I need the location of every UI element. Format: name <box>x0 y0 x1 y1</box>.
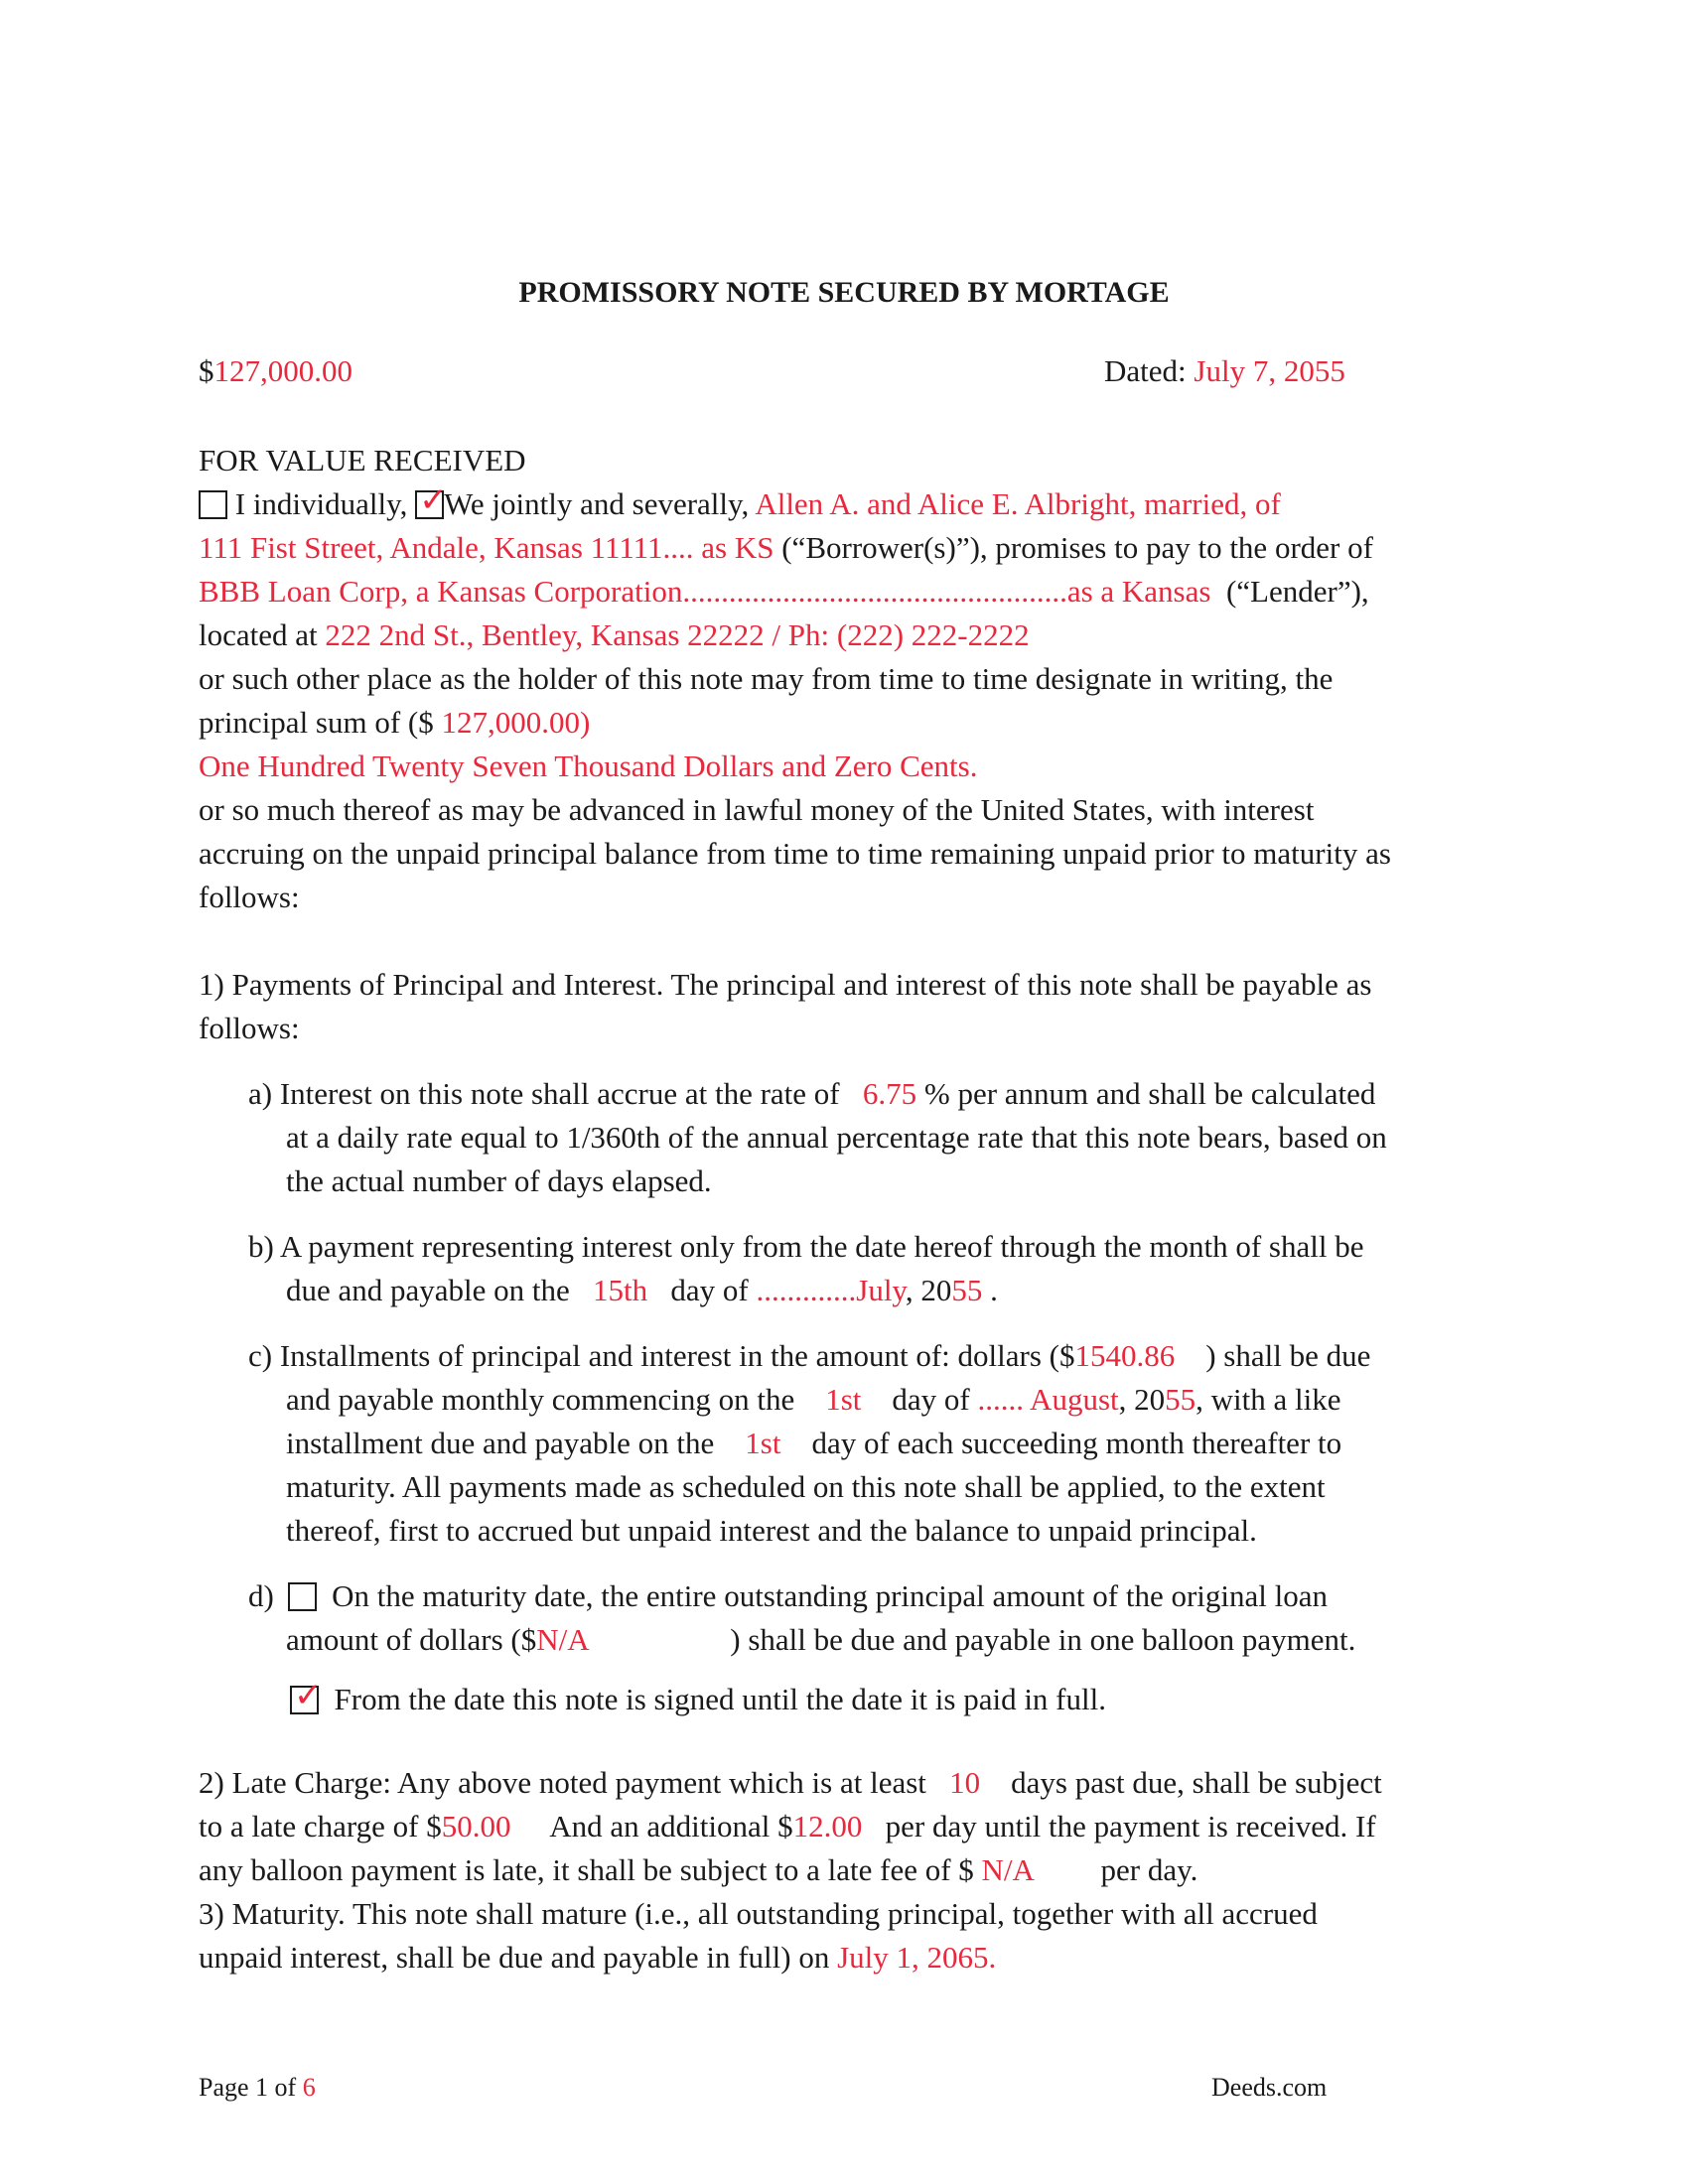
page-number <box>199 2073 316 2103</box>
located-label: located at <box>199 617 318 652</box>
balloon-amount: N/A <box>536 1622 590 1657</box>
maturity-line-1: 3) Maturity. This note shall mature (i.e., all outstanding principal, together with all accrued <box>199 1896 1318 1931</box>
balloon-checkbox[interactable] <box>288 1582 317 1611</box>
clause-c-line-5: thereof, first to accrued but unpaid interest and the balance to unpaid principal. <box>286 1513 1257 1548</box>
lender-address: 222 2nd St., Bentley, Kansas 22222 / Ph: (222) 222-2222 <box>325 617 1030 652</box>
clause-a-suffix: % per annum and shall be calculated <box>923 1076 1376 1111</box>
commencing-year: 55 <box>1165 1382 1196 1417</box>
late2-prefix: to a late charge of $ <box>199 1809 442 1843</box>
late-days: 10 <box>949 1765 981 1800</box>
late3-prefix: any balloon payment is late, it shall be subject to a late fee of $ <box>199 1852 974 1887</box>
dated-label: Dated: <box>1104 353 1187 388</box>
balloon-text: On the maturity date, the entire outstanding principal amount of the original loan <box>332 1578 1329 1613</box>
borrower-line <box>199 482 1281 526</box>
amount-value: 127,000.00 <box>213 353 352 388</box>
daily-late-amount: 12.00 <box>792 1809 863 1843</box>
advanced-text-2: accruing on the unpaid principal balance from time to time remaining unpaid prior to maturity as <box>199 836 1391 871</box>
paid-in-full-checkbox[interactable] <box>290 1676 323 1715</box>
borrower-address: 111 Fist Street, Andale, Kansas 11111.... as KS <box>199 530 774 565</box>
amount-prefix: $ <box>199 353 214 388</box>
clause-c-suffix: ) shall be due <box>1205 1338 1371 1373</box>
clause-c-line-3 <box>286 1422 1341 1465</box>
clause-c-line-2 <box>286 1378 1340 1422</box>
installment-amount: 1540.86 <box>1074 1338 1176 1373</box>
clause-a-line-1 <box>248 1072 1375 1116</box>
principal-value: 127,000.00) <box>441 705 591 740</box>
clause-b-year-prefix: , 20 <box>905 1273 952 1307</box>
principal-line <box>199 701 590 745</box>
for-value-received: FOR VALUE RECEIVED <box>199 443 526 478</box>
amount-line <box>199 349 352 393</box>
clause-d-line-1 <box>248 1574 1328 1618</box>
jointly-checkbox[interactable] <box>415 480 448 520</box>
late-charge-amount: 50.00 <box>441 1809 511 1843</box>
clause-b-line-1: b) A payment representing interest only from the date hereof through the month of shall be <box>248 1229 1364 1264</box>
late-charge-line-2 <box>199 1805 1376 1848</box>
document-title: PROMISSORY NOTE SECURED BY MORTAGE <box>518 276 1170 309</box>
clause-d2-prefix: amount of dollars ($ <box>286 1622 537 1657</box>
clause-b-line-2 <box>286 1269 998 1312</box>
late-prefix: 2) Late Charge: Any above noted payment which is at least <box>199 1765 926 1800</box>
advanced-text-3: follows: <box>199 880 300 914</box>
clause-d-label: d) <box>248 1578 274 1613</box>
lender-suffix: (“Lender”), <box>1225 574 1369 609</box>
borrower-names: Allen A. and Alice E. Albright, married, of <box>755 486 1281 521</box>
section-1-line-1: 1) Payments of Principal and Interest. The principal and interest of this note shall be payable as <box>199 967 1372 1002</box>
late-charge-line-3 <box>199 1848 1197 1892</box>
clause-d2-suffix: ) shall be due and payable in one balloon payment. <box>730 1622 1356 1657</box>
located-line <box>199 614 1030 657</box>
commencing-day: 1st <box>825 1382 862 1417</box>
principal-label: principal sum of ($ <box>199 705 434 740</box>
borrower-address-line <box>199 526 1373 570</box>
clause-d-line-3 <box>290 1678 1106 1721</box>
clause-c2-prefix: and payable monthly commencing on the <box>286 1382 795 1417</box>
clause-c3-prefix: installment due and payable on the <box>286 1426 715 1460</box>
maturity-line-2 <box>199 1936 996 1979</box>
principal-words: One Hundred Twenty Seven Thousand Dollars and Zero Cents. <box>199 749 978 783</box>
balloon-late-fee: N/A <box>981 1852 1035 1887</box>
clause-b-end: . <box>990 1273 998 1307</box>
borrower-suffix: (“Borrower(s)”), promises to pay to the order of <box>781 530 1373 565</box>
clause-d-line-2 <box>286 1618 1355 1662</box>
late2-mid: And an additional $ <box>549 1809 793 1843</box>
dated-line <box>1104 349 1345 393</box>
maturity-date: July 1, 2065. <box>837 1940 997 1975</box>
succeeding-day: 1st <box>745 1426 781 1460</box>
check-mark-icon: ✓ <box>294 1676 323 1715</box>
advanced-text-1: or so much thereof as may be advanced in lawful money of the United States, with interest <box>199 792 1315 827</box>
site-name: Deeds.com <box>1211 2073 1328 2102</box>
clause-b-prefix: due and payable on the <box>286 1273 570 1307</box>
clause-a-prefix: a) Interest on this note shall accrue at the rate of <box>248 1076 840 1111</box>
lender-name: BBB Loan Corp, a Kansas Corporation..................................................as a Kansas <box>199 574 1211 609</box>
interest-only-month: .............July <box>756 1273 906 1307</box>
clause-c2-suffix: , with a like <box>1196 1382 1341 1417</box>
paid-in-full-text: From the date this note is signed until the date it is paid in full. <box>334 1682 1106 1716</box>
late-charge-line-1 <box>199 1761 1382 1805</box>
clause-b-dayof: day of <box>670 1273 749 1307</box>
late2-suffix: per day until the payment is received. If <box>885 1809 1376 1843</box>
clause-a-line-3: the actual number of days elapsed. <box>286 1163 712 1198</box>
clause-c2-dayof: day of <box>892 1382 970 1417</box>
clause-c-prefix: c) Installments of principal and interest in the amount of: dollars ($ <box>248 1338 1075 1373</box>
dated-value: July 7, 2055 <box>1194 353 1345 388</box>
commencing-month: ...... August <box>977 1382 1119 1417</box>
page-label: Page 1 of <box>199 2073 297 2102</box>
clause-c3-suffix: day of each succeeding month thereafter to <box>811 1426 1342 1460</box>
clause-c-line-1 <box>248 1334 1370 1378</box>
section-1-line-2: follows: <box>199 1011 300 1045</box>
clause-c-line-4: maturity. All payments made as scheduled on this note shall be applied, to the extent <box>286 1469 1326 1504</box>
interest-rate: 6.75 <box>862 1076 917 1111</box>
check-mark-icon: ✓ <box>419 480 448 520</box>
interest-only-day: 15th <box>593 1273 648 1307</box>
lender-line <box>199 570 1369 614</box>
interest-only-year: 55 <box>951 1273 983 1307</box>
clause-c2-year-prefix: , 20 <box>1118 1382 1166 1417</box>
clause-a-line-2: at a daily rate equal to 1/360th of the annual percentage rate that this note bears, based on <box>286 1120 1387 1155</box>
maturity-prefix: unpaid interest, shall be due and payable in full) on <box>199 1940 830 1975</box>
late3-suffix: per day. <box>1100 1852 1198 1887</box>
holder-text: or such other place as the holder of this note may from time to time designate in writing, the <box>199 661 1334 696</box>
jointly-label: We jointly and severally, <box>444 486 750 521</box>
page-total: 6 <box>302 2073 316 2102</box>
individually-checkbox[interactable] <box>199 490 227 519</box>
individually-label: I individually, <box>234 486 408 521</box>
late-suffix: days past due, shall be subject <box>1011 1765 1382 1800</box>
